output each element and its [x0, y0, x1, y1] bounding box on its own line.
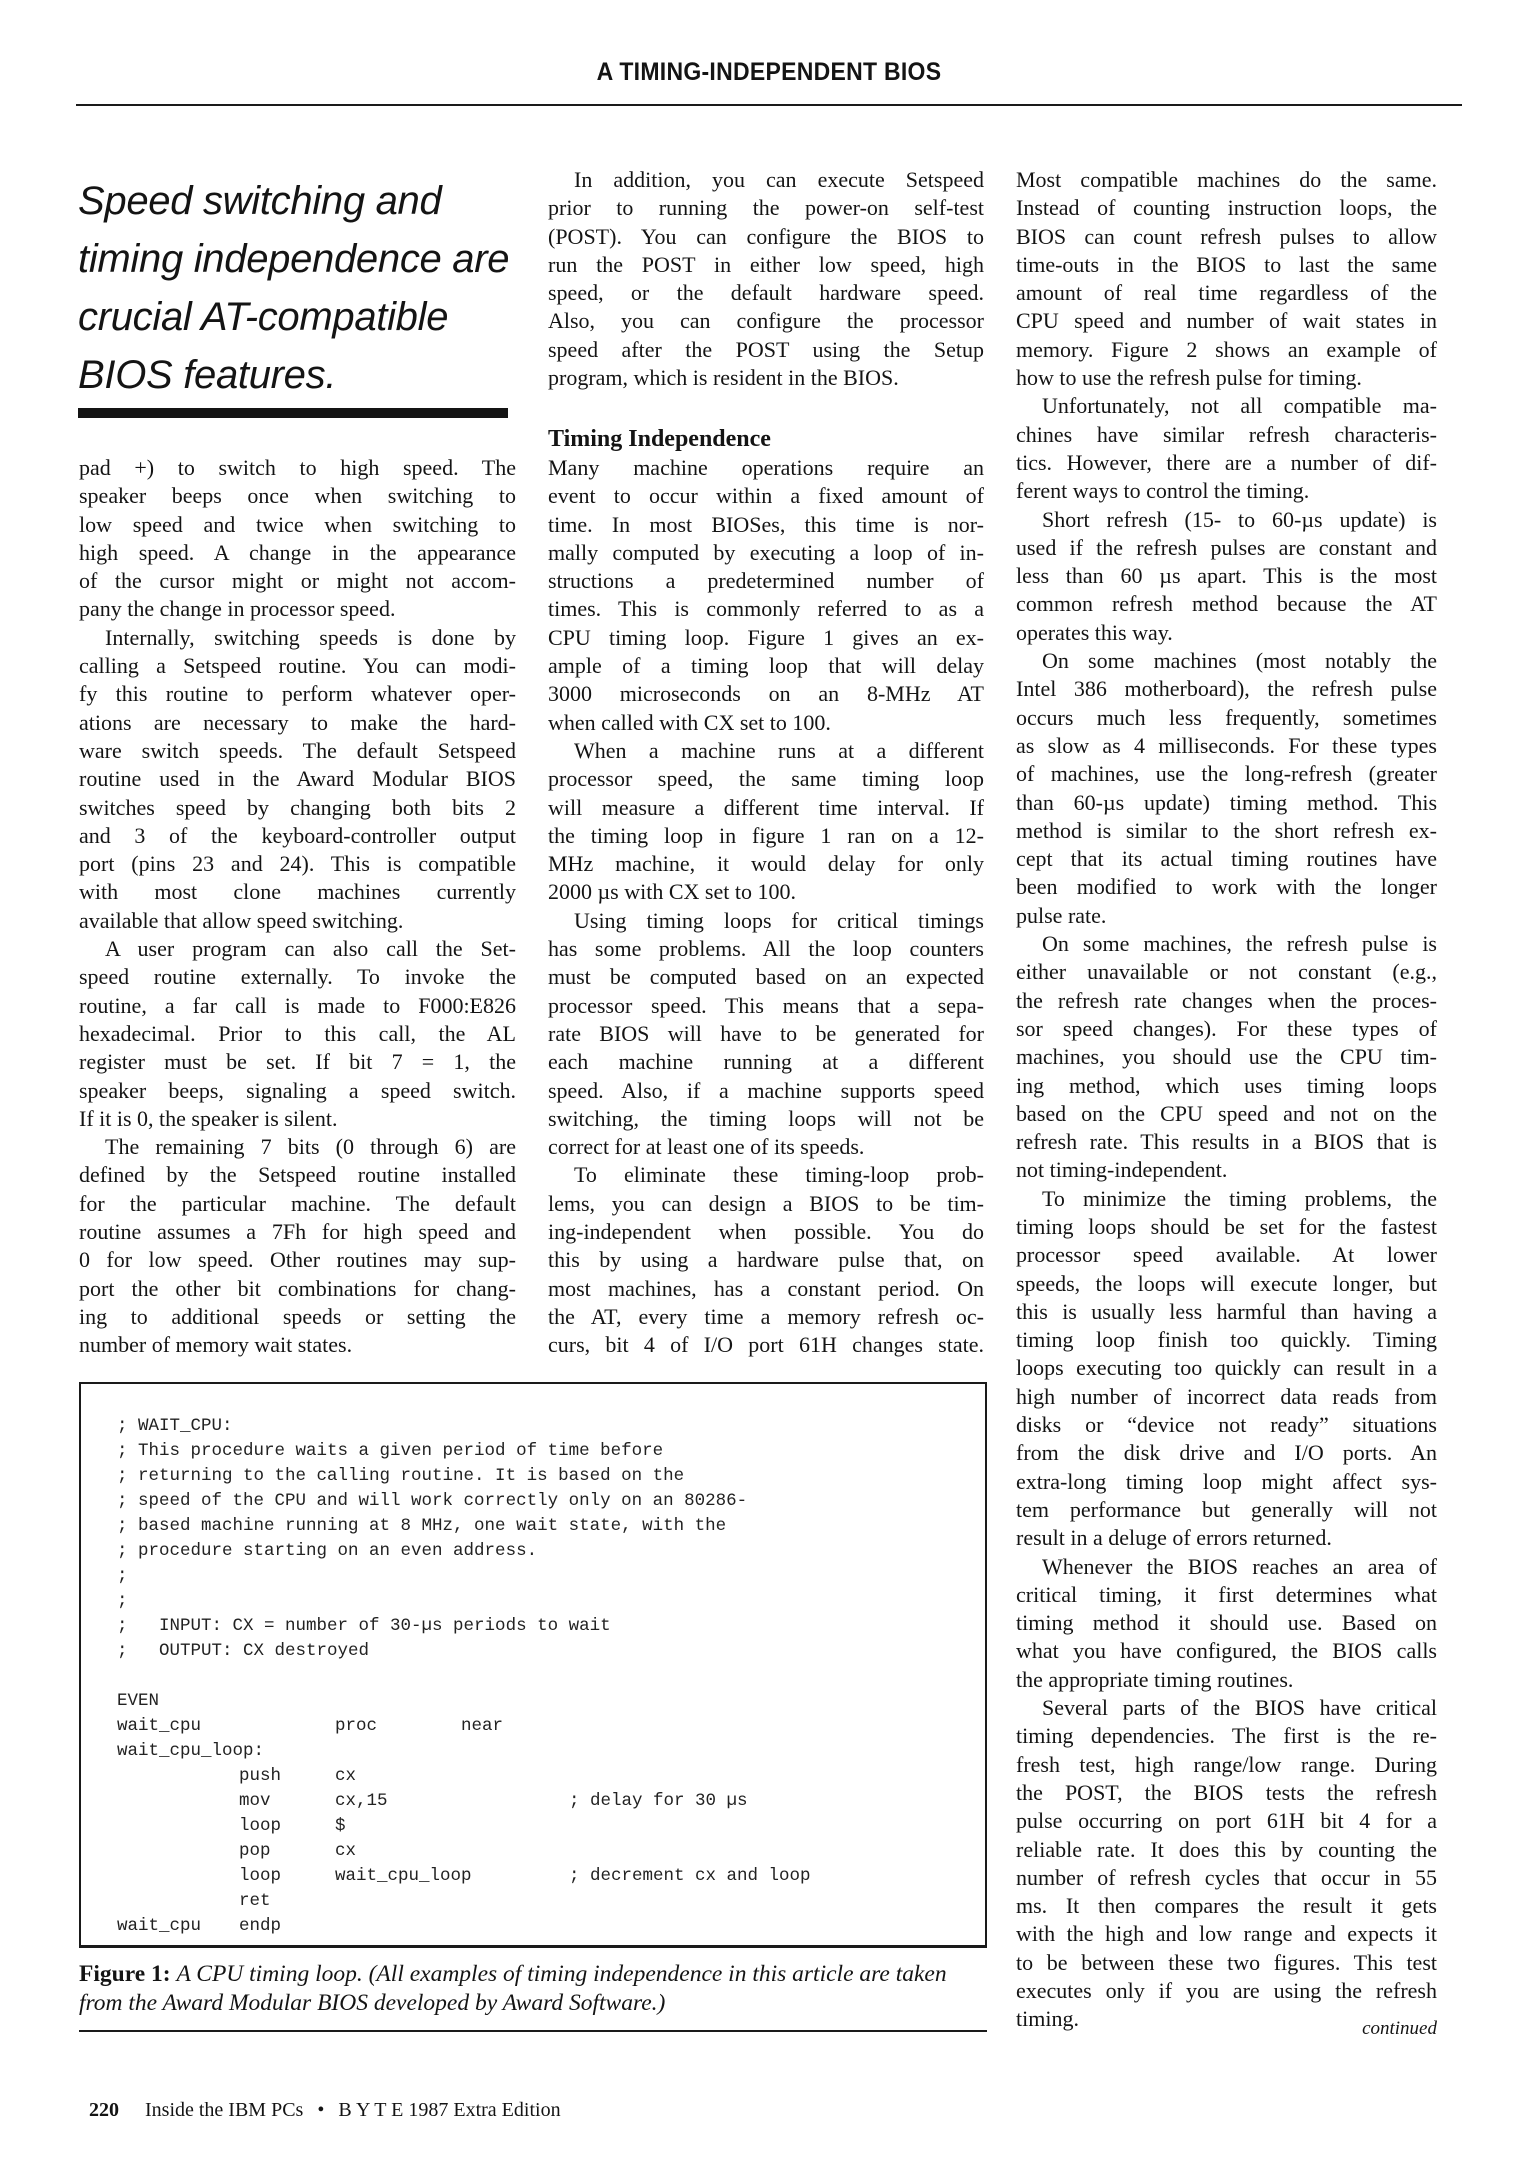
text-line: speed after the POST using the Setup [548, 336, 984, 362]
magazine-issue: B Y T E 1987 Extra Edition [338, 2099, 561, 2121]
code-comment-line: ; [117, 1566, 128, 1586]
text-line: hexadecimal. Prior to this call, the AL [79, 1020, 516, 1046]
text-line: pany the change in processor speed. [79, 596, 396, 622]
text-line: Using timing loops for critical timings [574, 907, 984, 933]
text-line: time-outs in the BIOS to last the same [1016, 251, 1437, 277]
code-label [117, 1864, 239, 1889]
text-line: Unfortunately, not all compatible ma- [1042, 393, 1437, 419]
text-line: refresh rate. This results in a BIOS that is [1016, 1129, 1437, 1155]
text-line: disks or “device not ready” situations [1016, 1412, 1437, 1438]
code-line [117, 1714, 811, 1739]
text-line: when called with CX set to 100. [548, 709, 831, 735]
text-line: less than 60 µs apart. This is the most [1016, 563, 1437, 589]
pull-quote-line: BIOS features. [78, 353, 337, 397]
text-line: available that allow speed switching. [79, 907, 404, 933]
text-line: speaker beeps, signaling a speed switch. [79, 1077, 516, 1103]
code-label: wait_cpu [117, 1916, 202, 1936]
caption-rule [79, 2030, 987, 2032]
figure-1-code-box [79, 1382, 987, 1948]
code-operand [335, 1739, 569, 1764]
text-line: method is similar to the short refresh ex- [1016, 817, 1437, 843]
code-label [117, 1814, 239, 1839]
code-label [117, 1839, 239, 1864]
text-line: fy this routine to perform whatever oper- [79, 681, 516, 707]
text-line: calling a Setspeed routine. You can modi- [79, 653, 516, 679]
text-line: based on the CPU speed and not on the [1016, 1100, 1437, 1126]
text-line: Many machine operations require an [548, 455, 984, 480]
text-line: cept that its actual timing routines have [1016, 846, 1437, 872]
text-line: The remaining 7 bits (0 through 6) are [105, 1134, 516, 1160]
text-line: On some machines, the refresh pulse is [1042, 931, 1437, 957]
text-line: pulse occurring on port 61H bit 4 for a [1016, 1808, 1437, 1834]
code-line [117, 1914, 811, 1939]
text-line: ferent ways to control the timing. [1016, 478, 1310, 504]
code-label [117, 1889, 239, 1914]
text-line: event to occur within a fixed amount of [548, 483, 984, 509]
continued-note: continued [1362, 2018, 1437, 2039]
text-line: Short refresh (15- to 60-µs update) is [1042, 506, 1437, 532]
code-comment-line: ; based machine running at 8 MHz, one wait state, with the [117, 1516, 727, 1536]
text-line: tics. However, there are a number of dif- [1016, 449, 1437, 475]
pull-quote [78, 172, 538, 404]
page-number: 220 [89, 2099, 119, 2121]
text-line: switching, the timing loops will not be [548, 1105, 984, 1131]
code-label [117, 1789, 239, 1814]
text-line: timing method it should use. Based on [1016, 1610, 1437, 1636]
pull-quote-line: timing independence are [78, 237, 510, 281]
text-line: (POST). You can configure the BIOS to [548, 223, 984, 249]
text-line: this is usually less harmful than having a [1016, 1298, 1437, 1324]
text-line: processor speed, the same timing loop [548, 766, 984, 792]
text-line: prior to running the power-on self-test [548, 195, 984, 221]
code-line [117, 1739, 811, 1764]
section-heading: Timing Independence [548, 426, 771, 452]
text-line: from the disk drive and I/O ports. An [1016, 1440, 1437, 1466]
code-comment-line: ; returning to the calling routine. It is based on the [117, 1466, 685, 1486]
text-line: amount of real time regardless of the [1016, 280, 1437, 306]
text-line: port the other bit combinations for chang- [79, 1275, 516, 1301]
code-operand [335, 1914, 569, 1939]
code-mnemonic: loop [239, 1816, 282, 1836]
text-line: BIOS can count refresh pulses to allow [1016, 223, 1437, 249]
text-line: loops executing too quickly can result in a [1016, 1355, 1437, 1381]
caption-text: A CPU timing loop. (All examples of timing independence in this article are taken from the Award Modular BIOS developed by Award Software.) [79, 1961, 947, 2016]
text-line: CPU speed and number of wait states in [1016, 308, 1437, 334]
code-mnemonic: mov [239, 1791, 271, 1811]
code-operand: cx [335, 1841, 357, 1861]
text-line: common refresh method because the AT [1016, 591, 1437, 617]
text-line: ample of a timing loop that will delay [548, 653, 984, 679]
code-comment: ; decrement cx and loop [569, 1866, 811, 1886]
code-operand [335, 1689, 569, 1714]
text-line: run the POST in either low speed, high [548, 251, 984, 277]
code-operand: $ [335, 1816, 346, 1836]
text-line: defined by the Setspeed routine installed [79, 1162, 516, 1188]
text-line: number of refresh cycles that occur in 55 [1016, 1864, 1437, 1890]
code-comment-line: ; This procedure waits a given period of time before [117, 1441, 664, 1461]
code-comment-line: ; INPUT: CX = number of 30-µs periods to wait [117, 1616, 611, 1636]
text-line: time. In most BIOSes, this time is nor- [548, 511, 984, 537]
text-line: speeds, the loops will execute longer, but [1016, 1270, 1437, 1296]
text-line: has some problems. All the loop counters [548, 936, 984, 962]
text-line: curs, bit 4 of I/O port 61H changes state. [548, 1332, 984, 1358]
code-mnemonic [239, 1739, 335, 1764]
text-line: To eliminate these timing-loop prob- [574, 1162, 984, 1188]
text-line: occurs much less frequently, sometimes [1016, 704, 1437, 730]
text-line: fresh test, high range/low range. During [1016, 1751, 1437, 1777]
text-line: pulse rate. [1016, 902, 1107, 928]
text-line: low speed and twice when switching to [79, 511, 516, 537]
text-line: the timing loop in figure 1 ran on a 12- [548, 822, 984, 848]
text-line: result in a deluge of errors returned. [1016, 1525, 1332, 1551]
text-line: 2000 µs with CX set to 100. [548, 879, 796, 905]
figure-1-caption [79, 1960, 989, 2018]
text-line: If it is 0, the speaker is silent. [79, 1105, 338, 1131]
code-line [117, 1764, 811, 1789]
text-line: routine used in the Award Modular BIOS [79, 766, 516, 792]
text-line: Instead of counting instruction loops, the [1016, 195, 1437, 221]
text-line: structions a predetermined number of [548, 568, 984, 594]
text-line: ations are necessary to make the hard- [79, 709, 516, 735]
text-line: high number of incorrect data reads from [1016, 1383, 1437, 1409]
text-line: of the cursor might or might not accom- [79, 568, 516, 594]
code-line [117, 1789, 811, 1814]
text-line: routine, a far call is made to F000:E826 [79, 992, 516, 1018]
text-line: ware switch speeds. The default Setspeed [79, 737, 516, 763]
text-line: and 3 of the keyboard-controller output [79, 822, 516, 848]
text-line: When a machine runs at a different [574, 737, 984, 763]
page-footer [79, 2076, 561, 2122]
code-line [117, 1889, 811, 1914]
text-line: ing method, which uses timing loops [1016, 1072, 1437, 1098]
text-line: with the high and low range and expects it [1016, 1921, 1437, 1947]
text-line: processor speed. This means that a sepa- [548, 992, 984, 1018]
running-head: A TIMING-INDEPENDENT BIOS [596, 58, 942, 86]
code-comment-line: ; WAIT_CPU: [117, 1416, 233, 1436]
code-operand [335, 1889, 569, 1914]
code-operand: cx,15 [335, 1791, 388, 1811]
text-line: On some machines (most notably the [1042, 648, 1437, 674]
text-line: the appropriate timing routines. [1016, 1666, 1294, 1692]
text-line: rate BIOS will have to be generated for [548, 1020, 984, 1046]
text-line: speed, or the default hardware speed. [548, 280, 984, 306]
text-line: tem performance but generally will not [1016, 1496, 1437, 1522]
text-line: of machines, use the long-refresh (greater [1016, 761, 1437, 787]
code-mnemonic: endp [239, 1916, 282, 1936]
text-line: as slow as 4 milliseconds. For these types [1016, 732, 1437, 758]
text-line: chines have similar refresh characteris- [1016, 421, 1437, 447]
text-line: sor speed changes). For these types of [1016, 1015, 1437, 1041]
text-line: timing dependencies. The first is the re- [1016, 1723, 1437, 1749]
text-line: ing-independent when possible. You do [548, 1219, 984, 1245]
code-line [117, 1814, 811, 1839]
text-line: each machine running at a different [548, 1049, 984, 1075]
text-line: times. This is commonly referred to as a [548, 596, 984, 622]
text-line: critical timing, it first determines what [1016, 1581, 1437, 1607]
text-line: not timing-independent. [1016, 1157, 1228, 1183]
code-comment-line: ; [117, 1591, 128, 1611]
text-line: will measure a different time interval. If [548, 794, 984, 820]
text-line: timing loops should be set for the fastest [1016, 1213, 1437, 1239]
code-mnemonic [239, 1714, 335, 1739]
text-line: Several parts of the BIOS have critical [1042, 1695, 1437, 1721]
text-line: how to use the refresh pulse for timing. [1016, 365, 1362, 391]
code-label [117, 1764, 239, 1789]
text-line: either unavailable or not constant (e.g., [1016, 959, 1437, 985]
text-line: the refresh rate changes when the proces- [1016, 987, 1437, 1013]
text-line: routine assumes a 7Fh for high speed and [79, 1219, 516, 1245]
text-line: for the particular machine. The default [79, 1190, 516, 1216]
column-2-body [548, 424, 984, 1360]
text-line: register must be set. If bit 7 = 1, the [79, 1049, 516, 1075]
text-line: In addition, you can execute Setspeed [574, 167, 984, 192]
text-line: the POST, the BIOS tests the refresh [1016, 1779, 1437, 1805]
header-rule [76, 104, 1462, 106]
text-line: pad +) to switch to high speed. The [79, 455, 516, 480]
text-line: switches speed by changing both bits 2 [79, 794, 516, 820]
text-line: extra-long timing loop might affect sys- [1016, 1468, 1437, 1494]
code-comment: ; delay for 30 µs [569, 1791, 748, 1811]
code-line [117, 1864, 811, 1889]
text-line: program, which is resident in the BIOS. [548, 365, 899, 391]
text-line: To minimize the timing problems, the [1042, 1185, 1437, 1211]
text-line: the AT, every time a memory refresh oc- [548, 1303, 984, 1329]
code-comment-line: ; speed of the CPU and will work correctly only on an 80286- [117, 1491, 748, 1511]
code-mnemonic: push [239, 1766, 282, 1786]
code-listing [117, 1414, 811, 1939]
text-line: operates this way. [1016, 619, 1173, 645]
pull-quote-line: crucial AT-compatible [78, 295, 449, 339]
text-line: most machines, has a constant period. On [548, 1275, 984, 1301]
text-line: correct for at least one of its speeds. [548, 1134, 865, 1160]
text-line: speed routine externally. To invoke the [79, 964, 516, 990]
column-3 [1016, 166, 1437, 2034]
caption-label: Figure 1: [79, 1961, 171, 1987]
text-line: MHz machine, it would delay for only [548, 851, 984, 877]
code-comment-line: ; procedure starting on an even address. [117, 1541, 538, 1561]
publication-title: Inside the IBM PCs [145, 2099, 304, 2121]
text-line: Whenever the BIOS reaches an area of [1042, 1553, 1437, 1579]
code-label: wait_cpu_loop: [117, 1741, 265, 1761]
text-line: with most clone machines currently [79, 879, 516, 905]
text-line: CPU timing loop. Figure 1 gives an ex- [548, 624, 984, 650]
code-comment-line: ; OUTPUT: CX destroyed [117, 1641, 370, 1661]
text-line: used if the refresh pulses are constant and [1016, 534, 1437, 560]
code-line [117, 1689, 811, 1714]
text-line: port (pins 23 and 24). This is compatible [79, 851, 516, 877]
text-line: this by using a hardware pulse that, on [548, 1247, 984, 1273]
text-line: high speed. A change in the appearance [79, 539, 516, 565]
code-operand: wait_cpu_loop [335, 1866, 472, 1886]
text-line: Intel 386 motherboard), the refresh pulse [1016, 676, 1437, 702]
code-operand: cx [335, 1766, 357, 1786]
text-line: lems, you can design a BIOS to be tim- [548, 1190, 984, 1216]
column-1 [79, 454, 516, 1360]
code-mnemonic: loop [239, 1866, 282, 1886]
text-line: A user program can also call the Set- [105, 936, 516, 962]
text-line: what you have configured, the BIOS calls [1016, 1638, 1437, 1664]
text-line: to be between these two figures. This test [1016, 1949, 1437, 1975]
bullet-separator: • [317, 2099, 325, 2121]
text-line: processor speed available. At lower [1016, 1242, 1437, 1268]
code-spacer [117, 1664, 811, 1689]
text-line: Also, you can configure the processor [548, 308, 984, 334]
text-line: than 60-µs update) timing method. This [1016, 789, 1437, 815]
code-label: wait_cpu [117, 1716, 202, 1736]
text-line: timing loop finish too quickly. Timing [1016, 1327, 1437, 1353]
code-mnemonic: ret [239, 1891, 271, 1911]
text-line: must be computed based on an expected [548, 964, 984, 990]
text-line: 3000 microseconds on an 8-MHz AT [548, 681, 984, 707]
text-line: machines, you should use the CPU tim- [1016, 1044, 1437, 1070]
text-line: timing. [1016, 2006, 1079, 2032]
text-line: memory. Figure 2 shows an example of [1016, 336, 1437, 362]
text-line: 0 for low speed. Other routines may sup- [79, 1247, 516, 1273]
text-line: Most compatible machines do the same. [1016, 167, 1437, 192]
text-line: been modified to work with the longer [1016, 874, 1437, 900]
text-line: speed. Also, if a machine supports speed [548, 1077, 984, 1103]
pull-quote-rule [78, 408, 508, 418]
code-line [117, 1839, 811, 1864]
text-line: ing to additional speeds or setting the [79, 1303, 516, 1329]
text-line: executes only if you are using the refresh [1016, 1978, 1437, 2003]
code-mnemonic [239, 1689, 335, 1714]
pull-quote-line: Speed switching and [78, 179, 442, 223]
text-line: speaker beeps once when switching to [79, 483, 516, 509]
text-line: Internally, switching speeds is done by [105, 624, 516, 650]
code-label: EVEN [117, 1691, 160, 1711]
code-mnemonic: pop [239, 1841, 271, 1861]
code-operand: proc near [335, 1716, 504, 1736]
text-line: number of memory wait states. [79, 1332, 353, 1358]
column-2-intro [548, 166, 984, 392]
text-line: ms. It then compares the result it gets [1016, 1893, 1437, 1919]
text-line: reliable rate. It does this by counting the [1016, 1836, 1437, 1862]
text-line: mally computed by executing a loop of in- [548, 539, 984, 565]
